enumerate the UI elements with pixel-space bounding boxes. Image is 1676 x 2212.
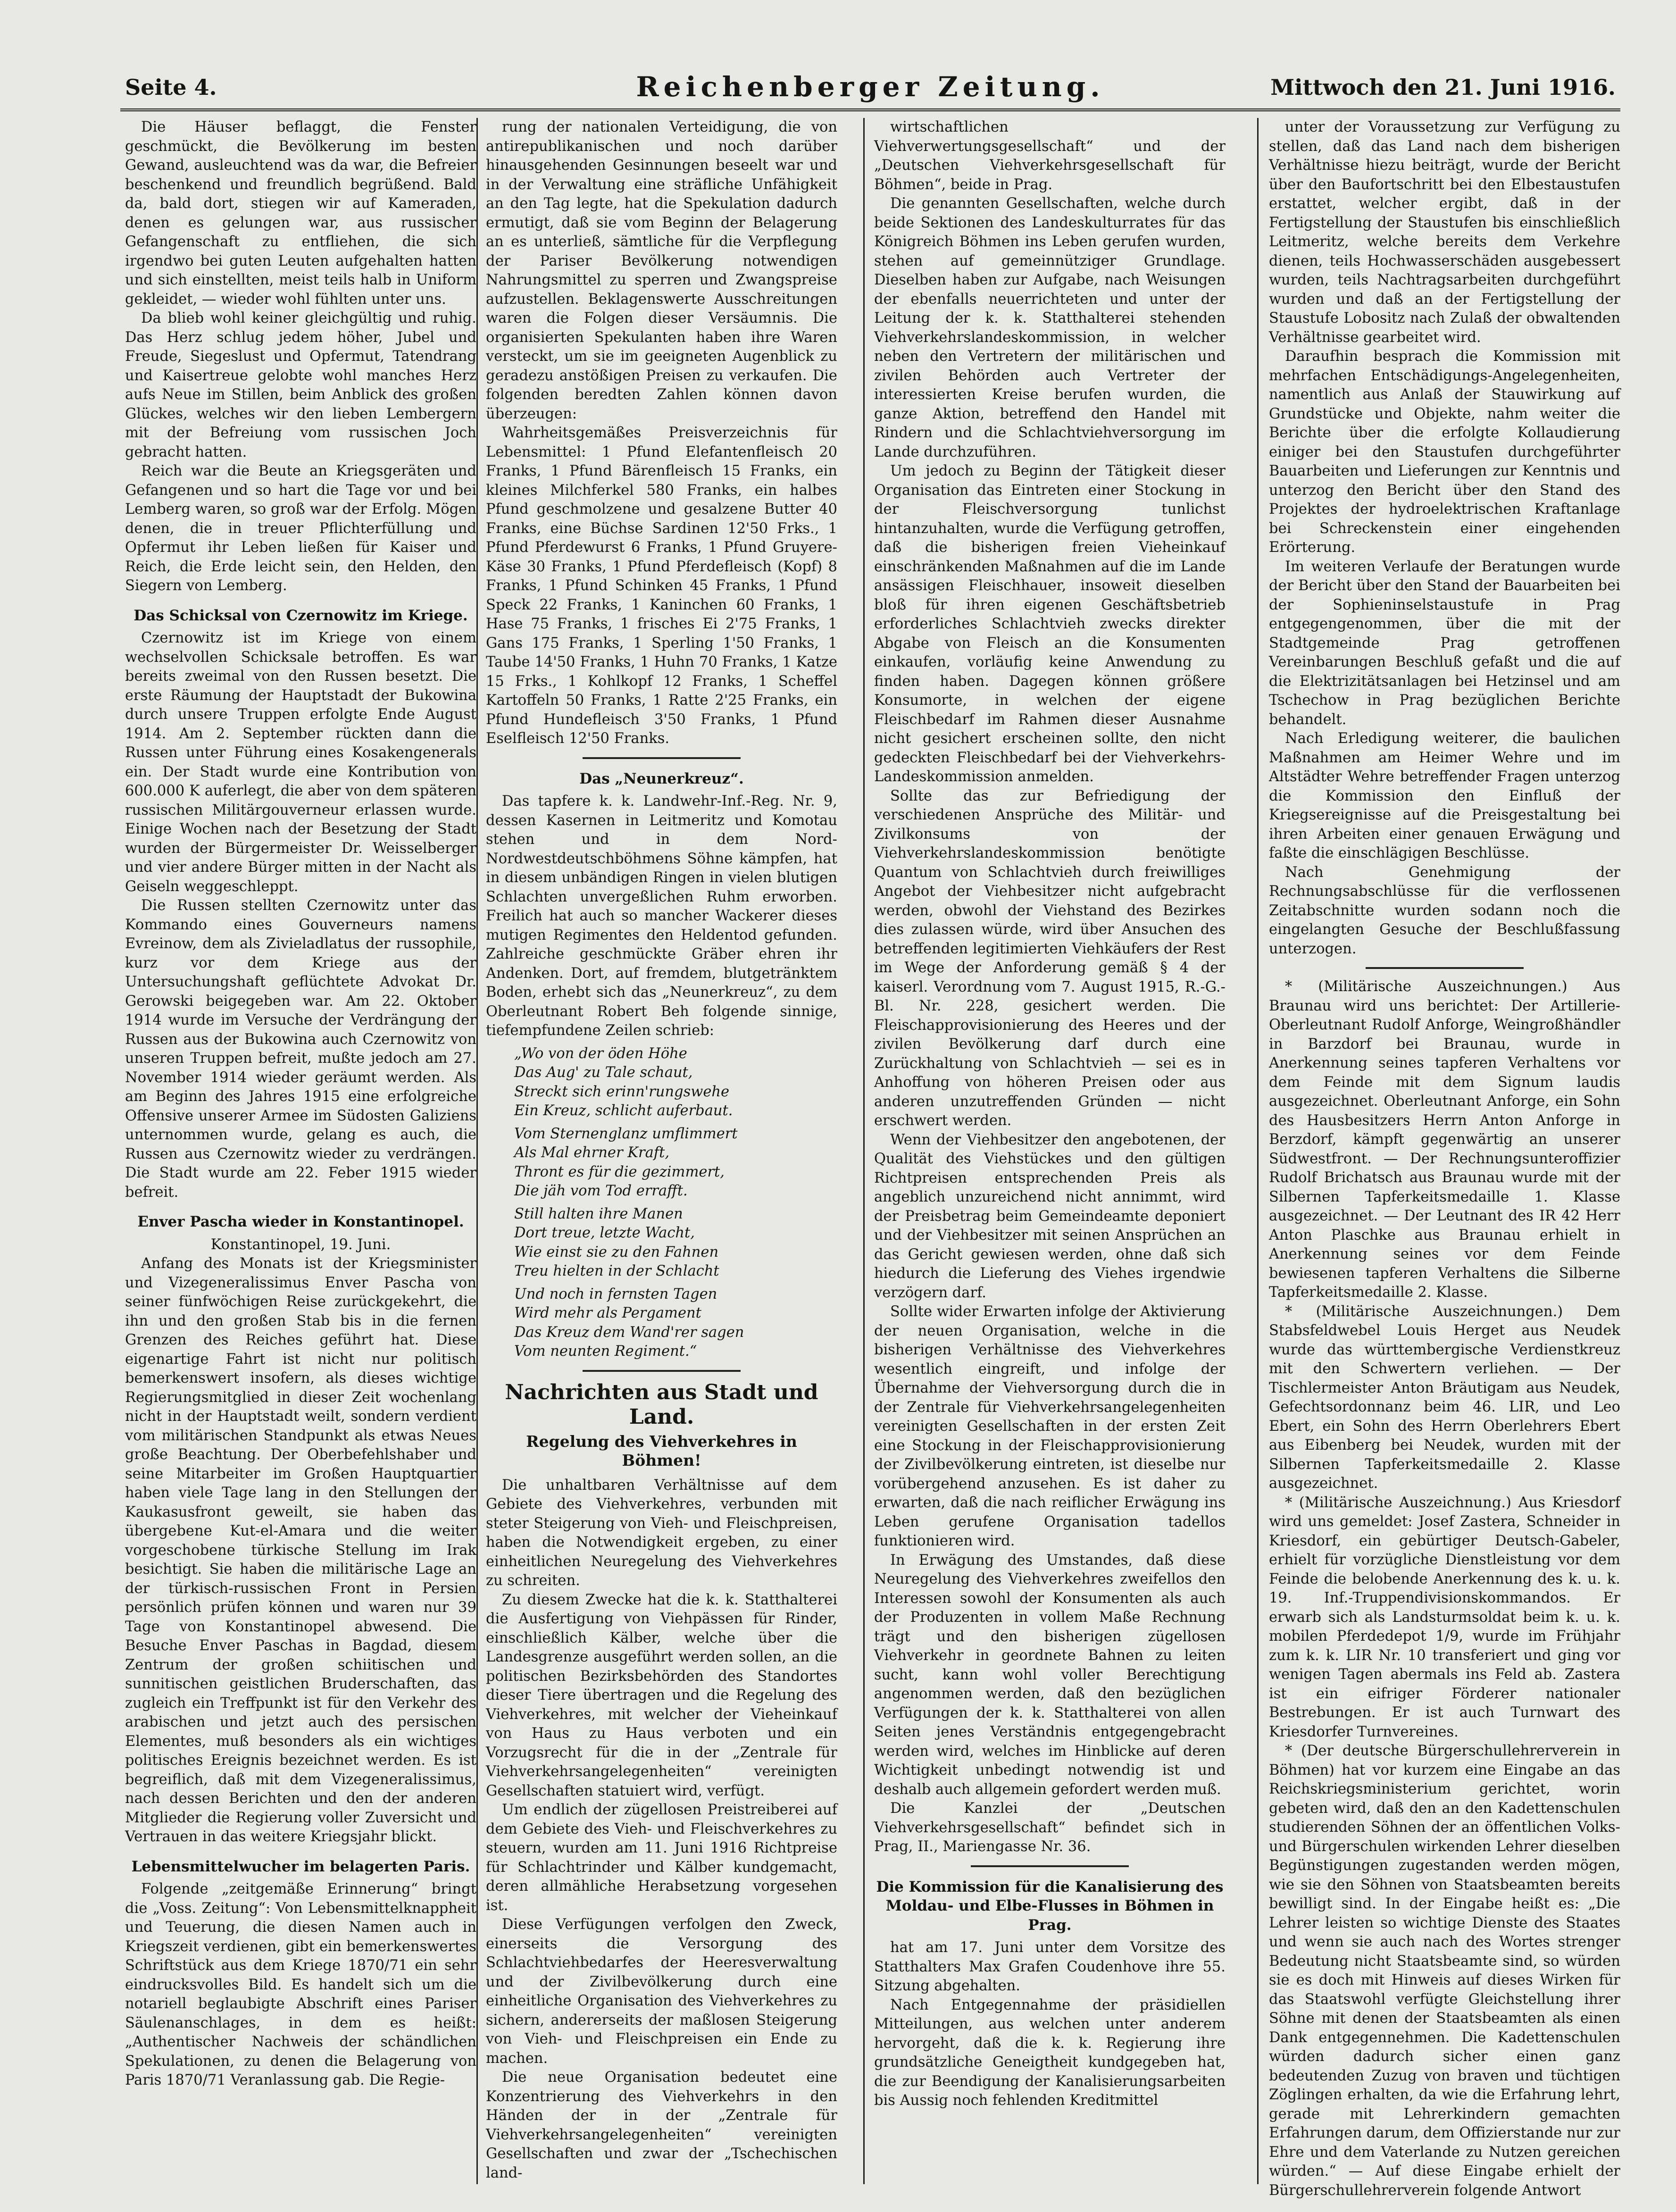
page-number: Seite 4. bbox=[125, 75, 217, 100]
news-item: * (Der deutsche Bürgerschullehrerverein in Böhmen) hat vor kurzem eine Eingabe an das Reichskriegsministerium gerichtet, worin gebeten wird, daß den an den Kadettenschulen studierenden Söhnen der an öffentlichen Volks- und Bürgerschulen wirkenden Lehrer dieselben Begünstigungen zugestanden werden mögen, wie sie den Söhnen von Staatsbeamten bereits bewilligt sind. In der Eingabe heißt es: „Die Lehrer leisten so wichtige Dienste des Staates und wenn sie auch nach des Wortes strenger Bedeutung nicht Staatsbeamte sind, so würden sie es doch mit Hinweis auf dieses Wirken für das Staatswohl verfügte Gleichstellung ihrer Söhne mit denen der Staatsbeamten als einen Dank entgegennehmen. Die Kadettenschulen würden dadurch sicher einen ganz bedeutenden Zuzug von braven und tüchtigen Zöglingen erhalten, da wie die Erfahrung lehrt, gerade mit Lehrerkindern gemachten Erfahrungen darum, dem Offizierstande nur zur Ehre und dem Vaterlande zu Nutzen gereichen würden.“ — Auf diese Eingabe erhielt der Bürgerschullehrerverein folgende Antwort bbox=[1269, 1743, 1620, 2199]
article-heading: Das Schicksal von Czernowitz im Kriege. bbox=[133, 607, 468, 624]
article-paragraph: Sollte das zur Befriedigung der verschiedenen Ansprüche des Militär- und Zivilkonsums von der Viehverkehrslandeskommission benötigte Quantum von Schlachtvieh durch freiwilliges Angebot der Viehbesitzer nicht aufgebracht werden, obwohl der Viehstand des Bezirkes dies zulassen würde, wird über Ansuchen des betreffenden legitimierten Viehkäufers der Rest im Wege der Anforderung gemäß § 4 der kaiserl. Verordnung vom 7. August 1915, R.-G.-Bl. Nr. 228, gesichert werden. Die Fleischapprovisionierung des Heeres und der zivilen Bevölkerung darf durch eine Zurückhaltung von Schlachtvieh — sei es in Anhoffung von höheren Preisen oder aus anderen unzutreffenden Gründen — nicht erschwert werden. bbox=[874, 787, 1226, 1129]
article-paragraph: Folgende „zeitgemäße Erinnerung“ bringt die „Voss. Zeitung“: Von Lebensmittelknappheit und Teuerung, die diesen Namen auch in Kriegszeit verdienen, gibt ein bemerkenswertes Schriftstück aus dem Kriege 1870/71 ein sehr eindrucksvolles Bild. Es handelt sich um die notariell beglaubigte Abschrift eines Pariser Säulenanschlages, in dem es heißt: „Authentischer Nachweis der schändlichen Spekulationen, zu denen die Belagerung von Paris 1870/71 Veranlassung gab. Die Regie- bbox=[125, 1881, 476, 2088]
page-header bbox=[120, 71, 1620, 111]
article-paragraph: Die Kanzlei der „Deutschen Viehverkehrsgesellschaft“ befindet sich in Prag, II., Mariengasse Nr. 36. bbox=[874, 1800, 1226, 1855]
article-paragraph: rung der nationalen Verteidigung, die von antirepublikanischen und noch darüber hinausgehenden Gesinnungen beseelt war und in der Verwaltung eine sträfliche Unfähigkeit an den Tag legte, hat die Spekulation dadurch ermutigt, daß sie vom Beginn der Belagerung an es unterließ, sämtliche für die Verpflegung der Pariser Bevölkerung notwendigen Nahrungsmittel zu sperren und Zwangspreise aufzustellen. Beklagenswerte Ausschreitungen waren die Folgen dieser Versäumnis. Die organisierten Spekulanten haben ihre Waren versteckt, um sie im geeigneten Augenblick zu geradezu anstößigen Preisen zu verkaufen. Die folgenden beredten Zahlen können davon überzeugen: bbox=[486, 119, 837, 422]
poem-line: Still halten ihre Manen bbox=[514, 1205, 683, 1222]
section-divider bbox=[583, 757, 741, 759]
article-heading: Regelung des Viehverkehres in Böhmen! bbox=[526, 1432, 797, 1469]
dateline: Konstantinopel, 19. Juni. bbox=[210, 1236, 391, 1253]
article-paragraph: Die neue Organisation bedeutet eine Konzentrierung des Viehverkehrs in den Händen der in der „Zentrale für Viehverkehrsangelegenheiten“ vereinigten Gesellschaften und zwar der „Tschechischen land- bbox=[486, 2069, 837, 2181]
article-paragraph: Wenn der Viehbesitzer den angebotenen, der Qualität des Viehstückes und den gültigen Richtpreisen entsprechenden Preis als angeblich unzureichend nicht annimmt, wird der Preisbetrag beim Gemeindeamte deponiert und der Viehbesitzer mit seinen Ansprüchen an das Gericht gewiesen werden, ohne daß sich hiedurch die Lieferung des Viehes irgendwie verzögern darf. bbox=[874, 1131, 1226, 1301]
news-item: * (Militärische Auszeichnungen.) Dem Stabsfeldwebel Louis Herget aus Neudek wurde das württembergische Verdienstkreuz mit den Schwertern verliehen. — Der Tischlermeister Anton Bräutigam aus Neudek, Gefechtsordonnanz beim 46. LIR, und Leo Ebert, ein Sohn des Herrn Oberlehrers Ebert aus Eibenberg bei Neudek, wurden mit der Silbernen Tapferkeitsmedaille 2. Klasse ausgezeichnet. bbox=[1269, 1303, 1620, 1492]
section-divider bbox=[971, 1865, 1129, 1867]
price-list: Wahrheitsgemäßes Preisverzeichnis für Lebensmittel: 1 Pfund Elefantenfleisch 20 Franks, 1 Pfund Bärenfleisch 15 Franks, ein kleines Milchferkel 580 Franks, ein halbes Pfund geschmolzene und gesalzene Butter 40 Franks, eine Büchse Sardinen 12'50 Frks., 1 Pfund Pferdewurst 6 Franks, 1 Pfund Gruyere-Käse 30 Franks, 1 Pfund Pferdefleisch (Kopf) 8 Franks, 1 Pfund Schinken 45 Franks, 1 Pfund Speck 22 Franks, 1 Kaninchen 60 Franks, 1 Hase 75 Franks, 1 frisches Ei 2'75 Franks, 1 Gans 175 Franks, 1 Sperling 1'50 Franks, 1 Taube 14'50 Franks, 1 Huhn 70 Franks, 1 Katze 15 Frks., 1 Kohlkopf 12 Franks, 1 Scheffel Kartoffeln 50 Franks, 1 Ratte 2'25 Franks, ein Pfund Hundefleisch 3'50 Franks, 1 Pfund Eselfleisch 12'50 Franks. bbox=[486, 425, 837, 747]
poem-stanza bbox=[486, 1125, 837, 1201]
column-4 bbox=[1269, 118, 1620, 2199]
article-paragraph: Anfang des Monats ist der Kriegsminister und Vizegeneralissimus Enver Pascha von seiner fünfwöchigen Reise zurückgekehrt, die ihn und den großen Stab bis in die fernen Grenzen des Reiches geführt hat. Diese eigenartige Fahrt ist nicht nur politisch bemerkenswert insofern, als dieses wichtige Regierungsmitglied in dieser Zeit wochenlang nicht in der Hauptstadt weilt, sondern verdient vom militärischen Standpunkt als etwas Neues große Beachtung. Der Oberbefehlshaber und seine Mitarbeiter im Großen Hauptquartier haben viele Tage lang in den Stellungen der Kaukasusfront geweilt, sie haben das übergebene Kut-el-Amara und die weiter vorgeschobene türkische Stellung im Irak besichtigt. Sie haben die militärische Lage an der türkisch-russischen Front in Persien persönlich prüfen können und waren nur 39 Tage von Konstantinopel abwesend. Die Besuche Enver Paschas in Bagdad, diesem Zentrum der großen schiitischen und sunnitischen geistlichen Bruderschaften, das zugleich ein Treffpunkt ist für den Verkehr des arabischen und jetzt auch des persischen Elementes, muß besonders als ein wichtiges politisches Ereignis bezeichnet werden. Es ist begreiflich, daß mit dem Vizegeneralissimus, nach dessen Berichten und den der anderen Mitglieder die Regierung voller Zuversicht und Vertrauen in das weitere Kriegsjahr blickt. bbox=[125, 1255, 476, 1845]
poem-line: Das Kreuz dem Wand'rer sagen bbox=[514, 1324, 744, 1341]
news-item: * (Militärische Auszeichnung.) Aus Kriesdorf wird uns gemeldet: Josef Zastera, Schneider in Kriesdorf, ein gebürtiger Deutsch-Gabeler, erhielt für vorzügliche Dienstleistung vor dem Feinde die belobende Anerkennung des k. u. k. 19. Inf.-Truppendivisionskommandos. Er erwarb sich als Landsturmsoldat beim k. u. k. mobilen Pferdedepot 1/9, wurde im Frühjahr zum k. k. LIR Nr. 10 transferiert und ging vor wenigen Tagen abermals ins Feld ab. Zastera ist ein eifriger Förderer nationaler Bestrebungen. Er ist auch Turnwart des Kriesdorfer Turnvereines. bbox=[1269, 1494, 1620, 1740]
newspaper-title: Reichenberger Zeitung. bbox=[636, 71, 1105, 103]
poem-stanza bbox=[486, 1044, 837, 1121]
section-divider bbox=[1366, 967, 1524, 969]
column-divider bbox=[476, 118, 478, 2184]
article-heading: Lebensmittelwucher im belagerten Paris. bbox=[131, 1858, 470, 1875]
poem-line: Streckt sich erinn'rungswehe bbox=[514, 1083, 730, 1100]
column-2 bbox=[486, 118, 837, 2184]
article-paragraph: Czernowitz ist im Kriege von einem wechselvollen Schicksale betroffen. Es war bereits zweimal von den Russen besetzt. Die erste Räumung der Hauptstadt der Bukowina durch unsere Truppen erfolgte Ende August 1914. Am 2. September rückten dann die Russen unter Führung eines Kosakengenerals ein. Der Stadt wurde eine Kontribution von 600.000 K auferlegt, die aber von dem späteren russischen Militärgouverneur erlassen wurde. Einige Wochen nach der Besetzung der Stadt wurden der Bürgermeister Dr. Weisselberger und vier andere Bürger mitten in der Nacht als Geiseln weggeschleppt. bbox=[125, 630, 476, 895]
issue-date: Mittwoch den 21. Juni 1916. bbox=[1270, 75, 1616, 100]
article-paragraph: Die Häuser beflaggt, die Fenster geschmückt, die Bevölkerung im besten Gewand, ausleuchtend was da war, die Befreier beschenkend und freundlich begrüßend. Bald da, bald dort, stiegen wir auf Kameraden, denen es gelungen war, aus russischer Gefangenschaft zu entfliehen, die sich irgendwo bei guten Leuten aufgehalten hatten und sich einstellten, meist teils halb in Uniform gekleidet, — wieder wohl fühlten unter uns. bbox=[125, 119, 476, 308]
article-paragraph: Die genannten Gesellschaften, welche durch beide Sektionen des Landeskulturrates für das Königreich Böhmen ins Leben gerufen wurden, stehen auf gemeinnütziger Grundlage. Dieselben haben zur Aufgabe, nach Weisungen der ebenfalls neuerrichteten und unter der Leitung der k. k. Statthalterei stehenden Viehverkehrslandeskommission, in welcher neben den Vertretern der militärischen und zivilen Behörden auch Vertreter der interessierten Kreise berufen wurden, die ganze Aktion, betreffend den Handel mit Rindern und die Schlachtviehversorgung im Lande durchzuführen. bbox=[874, 195, 1226, 460]
article-paragraph: hat am 17. Juni unter dem Vorsitze des Statthalters Max Grafen Coudenhove ihre 55. Sitzung abgehalten. bbox=[874, 1939, 1226, 1994]
article-paragraph: unter der Voraussetzung zur Verfügung zu stellen, daß das Land nach dem bisherigen Verhältnisse hiezu beiträgt, wurde der Bericht über den Baufortschritt bei den Elbestaustufen erstattet, welcher ergibt, daß in der Fertigstellung der Staustufen bis einschließlich Leitmeritz, welche bereits dem Verkehre dienen, teils Hochwasserschäden ausgebessert wurden, teils Nachtragsarbeiten durchgeführt wurden und daß an der Fertigstellung der Staustufe Lobositz nach Zulaß der obwaltenden Verhältnisse gearbeitet wird. bbox=[1269, 119, 1620, 346]
poem-line: Vom Sternenglanz umflimmert bbox=[514, 1125, 738, 1142]
article-heading: Enver Pascha wieder in Konstantinopel. bbox=[137, 1213, 464, 1230]
poem-stanza bbox=[486, 1205, 837, 1281]
poem-line: Dort treue, letzte Wacht, bbox=[514, 1225, 695, 1241]
article-paragraph: Um endlich der zügellosen Preistreiberei auf dem Gebiete des Vieh- und Fleischverkehres zu steuern, wurden am 11. Juni 1916 Richtpreise für Schlachtrinder und Kälber kundgemacht, deren allmähliche Herabsetzung vorgesehen ist. bbox=[486, 1802, 837, 1914]
poem-line: Die jäh vom Tod errafft. bbox=[514, 1183, 688, 1199]
poem-line: Ein Kreuz, schlicht auferbaut. bbox=[514, 1102, 733, 1119]
poem-line: Als Mal ehrner Kraft, bbox=[514, 1144, 670, 1161]
column-1 bbox=[125, 118, 476, 2184]
article-paragraph: wirtschaftlichen Viehverwertungsgesellschaft“ und der „Deutschen Viehverkehrsgesellschaft für Böhmen“, beide in Prag. bbox=[874, 119, 1226, 193]
article-heading: Die Kommission für die Kanalisierung des Moldau- und Elbe-Flusses in Böhmen in Prag. bbox=[876, 1878, 1224, 1934]
column-divider bbox=[1257, 118, 1259, 2184]
poem-stanza bbox=[486, 1285, 837, 1361]
article-paragraph: Diese Verfügungen verfolgen den Zweck, einerseits die Versorgung des Schlachtviehbedarfes der Heeresverwaltung und der Zivilbevölkerung durch eine einheitliche Organisation des Viehverkehres zu sichern, andererseits der maßlosen Steigerung von Vieh- und Fleischpreisen ein Ende zu machen. bbox=[486, 1916, 837, 2067]
article-paragraph: Um jedoch zu Beginn der Tätigkeit dieser Organisation das Eintreten einer Stockung in der Fleischversorgung tunlichst hintanzuhalten, wurde die Verfügung getroffen, daß die bisherigen freien Vieheinkauf einschränkenden Maßnahmen auf die im Lande ansässigen Fleischhauer, insoweit dieselben bloß für ihren eigenen Geschäftsbetrieb erforderliches Schlachtvieh zwecks direkter Abgabe von Fleisch an die Konsumenten einkaufen, vorläufig keine Anwendung zu finden haben. Dagegen können größere Konsumorte, in welchen der eigene Fleischbedarf im Rahmen dieser Ausnahme nicht gesichert erscheinen sollte, den nicht gedeckten Fleischbedarf bei der Viehverkehrs-Landeskommission anmelden. bbox=[874, 463, 1226, 785]
section-divider bbox=[583, 1370, 741, 1372]
article-paragraph: Nach Erledigung weiterer, die baulichen Maßnahmen am Heimer Wehre und im Altstädter Wehre betreffender Fragen unterzog die Kommission den Einfluß der Kriegsereignisse auf die Preisgestaltung bei ihren Arbeiten einer genauen Erwägung und faßte die einschlägigen Beschlüsse. bbox=[1269, 730, 1620, 861]
article-paragraph: In Erwägung des Umstandes, daß diese Neuregelung des Viehverkehres zweifellos den Interessen sowohl der Konsumenten als auch der Produzenten in vollem Maße Rechnung trägt und den bisherigen zügellosen Viehverkehr in geordnete Bahnen zu leiten sucht, kann wohl voller Berechtigung angenommen werden, daß den bezüglichen Verfügungen der k. k. Statthalterei von allen Seiten jenes Verständnis entgegengebracht werden wird, welches im Hinblicke auf deren Wichtigkeit unbedingt notwendig ist und deshalb auch allgemein gefordert werden muß. bbox=[874, 1552, 1226, 1798]
poem-line: Treu hielten in der Schlacht bbox=[514, 1263, 719, 1279]
article-paragraph: Im weiteren Verlaufe der Beratungen wurde der Bericht über den Stand der Bauarbeiten bei der Sophieninselstaustufe in Prag entgegengenommen, über die mit der Stadtgemeinde Prag getroffenen Vereinbarungen Beschluß gefaßt und die auf die Elektrizitätsanlagen bei Hetzinsel und am Tschechow in Prag bezüglichen Berichte behandelt. bbox=[1269, 558, 1620, 728]
article-heading: Das „Neunerkreuz“. bbox=[579, 770, 744, 787]
article-paragraph: Da blieb wohl keiner gleichgültig und ruhig. Das Herz schlug jedem höher, Jubel und Freude, Siegeslust und Opfermut, Tatendrang und Kaisertreue gelobte wohl manches Herz aufs Neue im Stillen, beim Anblick des großen Glückes, welches wir den lieben Lembergern mit der Befreiung vom russischen Joch gebracht hatten. bbox=[125, 310, 476, 460]
poem-line: Wird mehr als Pergament bbox=[514, 1305, 701, 1321]
article-paragraph: Zu diesem Zwecke hat die k. k. Statthalterei die Ausfertigung von Viehpässen für Rinder, einschließlich Kälber, welche über die Landesgrenze ausgeführt werden sollen, an die politischen Bezirksbehörden des Standortes dieser Tiere übertragen und die Regelung des Viehverkehres, mit welcher der Vieheinkauf von Haus zu Haus verboten und ein Vorzugsrecht für die in der „Zentrale für Viehverkehrsangelegenheiten“ vereinigten Gesellschaften statuiert wird, verfügt. bbox=[486, 1591, 837, 1799]
column-divider bbox=[863, 118, 865, 2184]
poem-line: „Wo von der öden Höhe bbox=[514, 1045, 687, 1062]
news-item: * (Militärische Auszeichnungen.) Aus Braunau wird uns berichtet: Der Artillerie-Oberleutnant Rudolf Anforge, Weingroßhändler in Barzdorf bei Braunau, wurde in Anerkennung seines tapferen Verhaltens vor dem Feinde mit dem Signum laudis ausgezeichnet. Oberleutnant Anforge, ein Sohn des Hausbesitzers Herrn Anton Anforge in Berzdorf, kämpft gegenwärtig an unserer Südwestfront. — Der Rechnungsunteroffizier Rudolf Brichatsch aus Braunau wurde mit der Silbernen Tapferkeitsmedaille 1. Klasse ausgezeichnet. — Der Leutnant des IR 42 Herr Anton Plaschke aus Braunau erhielt in Anerkennung seines vor dem Feinde bewiesenen tapferen Verhaltens die Silberne Tapferkeitsmedaille 2. Klasse. bbox=[1269, 978, 1620, 1301]
article-paragraph: Die unhaltbaren Verhältnisse auf dem Gebiete des Viehverkehres, verbunden mit steter Steigerung von Vieh- und Fleischpreisen, haben die Notwendigkeit ergeben, zu einer einheitlichen Neuregelung des Viehverkehres zu schreiten. bbox=[486, 1477, 837, 1589]
poem-line: Thront es für die gezimmert, bbox=[514, 1163, 725, 1180]
article-paragraph: Reich war die Beute an Kriegsgeräten und Gefangenen und so hart die Tage vor und bei Lemberg waren, so groß war der Erfolg. Mögen denen, die in treuer Pflichterfüllung und Opfermut ihr Leben ließen für Kaiser und Reich, die Erde leicht sein, den Helden, den Siegern von Lemberg. bbox=[125, 463, 476, 594]
article-paragraph: Nach Entgegennahme der präsidiellen Mitteilungen, aus welchen unter anderem hervorgeht, daß die k. k. Regierung ihre grundsätzliche Geneigtheit kundgegeben hat, die zur Beendigung der Kanalisierungsarbeiten bis Aussig noch fehlenden Kreditmittel bbox=[874, 1996, 1226, 2109]
poem-line: Wie einst sie zu den Fahnen bbox=[514, 1244, 719, 1260]
article-paragraph: Die Russen stellten Czernowitz unter das Kommando eines Gouverneurs namens Evreinow, dem als Zivieladlatus der russophile, kurz vor dem Kriege aus der Untersuchungshaft geflüchtete Advokat Dr. Gerowski beigegeben war. Am 22. Oktober 1914 wurde im Versuche der Verdrängung der Russen aus der Bukowina auch Czernowitz von unseren Truppen befreit, mußte jedoch am 27. November 1914 wieder geräumt werden. Als am Beginn des Jahres 1915 eine erfolgreiche Offensive unserer Armee im Südosten Galiziens unternommen wurde, gelang es auch, die Russen aus Czernowitz wieder zu verdrängen. Die Stadt wurde am 22. Feber 1915 wieder befreit. bbox=[125, 897, 476, 1201]
column-3 bbox=[874, 118, 1226, 2184]
poem-line: Und noch in fernsten Tagen bbox=[514, 1285, 717, 1302]
article-paragraph: Nach Genehmigung der Rechnungsabschlüsse für die verflossenen Zeitabschnitte wurden sodann noch die eingelangten Gesuche der Beschlußfassung unterzogen. bbox=[1269, 864, 1620, 957]
poem-line: Vom neunten Regiment.“ bbox=[514, 1343, 697, 1360]
section-heading: Nachrichten aus Stadt und Land. bbox=[505, 1380, 818, 1429]
poem-line: Das Aug' zu Tale schaut, bbox=[514, 1064, 693, 1081]
article-paragraph: Sollte wider Erwarten infolge der Aktivierung der neuen Organisation, welche in die bisherigen Verhältnisse des Viehverkehres wesentlich eingreift, und infolge der Übernahme der Viehversorgung durch die in der Zentrale für Viehverkehrsangelegenheiten vereinigten Gesellschaften in der ersten Zeit eine Stockung in der Fleischapprovisionierung der Zivilbevölkerung eintreten, ist dieselbe nur vorübergehend anzusehen. Es ist daher zu erwarten, daß die nach reiflicher Erwägung ins Leben gerufene Organisation tadellos funktionieren wird. bbox=[874, 1303, 1226, 1549]
article-paragraph: Daraufhin besprach die Kommission mit mehrfachen Entschädigungs-Angelegenheiten, namentlich aus Anlaß der Stauwirkung auf Grundstücke und Objekte, nahm weiter die Berichte über die erfolgte Kollaudierung einiger bei den Staustufen durchgeführter Bauarbeiten und Lieferungen zur Kenntnis und unterzog den Bericht über den Stand des Projektes der hydroelektrischen Kraftanlage bei Schreckenstein einer eingehenden Erörterung. bbox=[1269, 348, 1620, 556]
article-paragraph: Das tapfere k. k. Landwehr-Inf.-Reg. Nr. 9, dessen Kasernen in Leitmeritz und Komotau stehen und in dem Nord-Nordwestdeutschböhmens Söhne kämpfen, hat in diesem unbändigen Ringen in vielen blutigen Schlachten unvergeßlichen Ruhm erworben. Freilich hat auch so mancher Wackerer dieses mutigen Regimentes den Heldentod gefunden. Zahlreiche geschmückte Gräber ehren ihr Andenken. Dort, auf fremdem, blutgetränktem Boden, erhebt sich das „Neunerkreuz“, zu dem Oberleutnant Robert Beh folgende sinnige, tiefempfundene Zeilen schrieb: bbox=[486, 793, 837, 1039]
